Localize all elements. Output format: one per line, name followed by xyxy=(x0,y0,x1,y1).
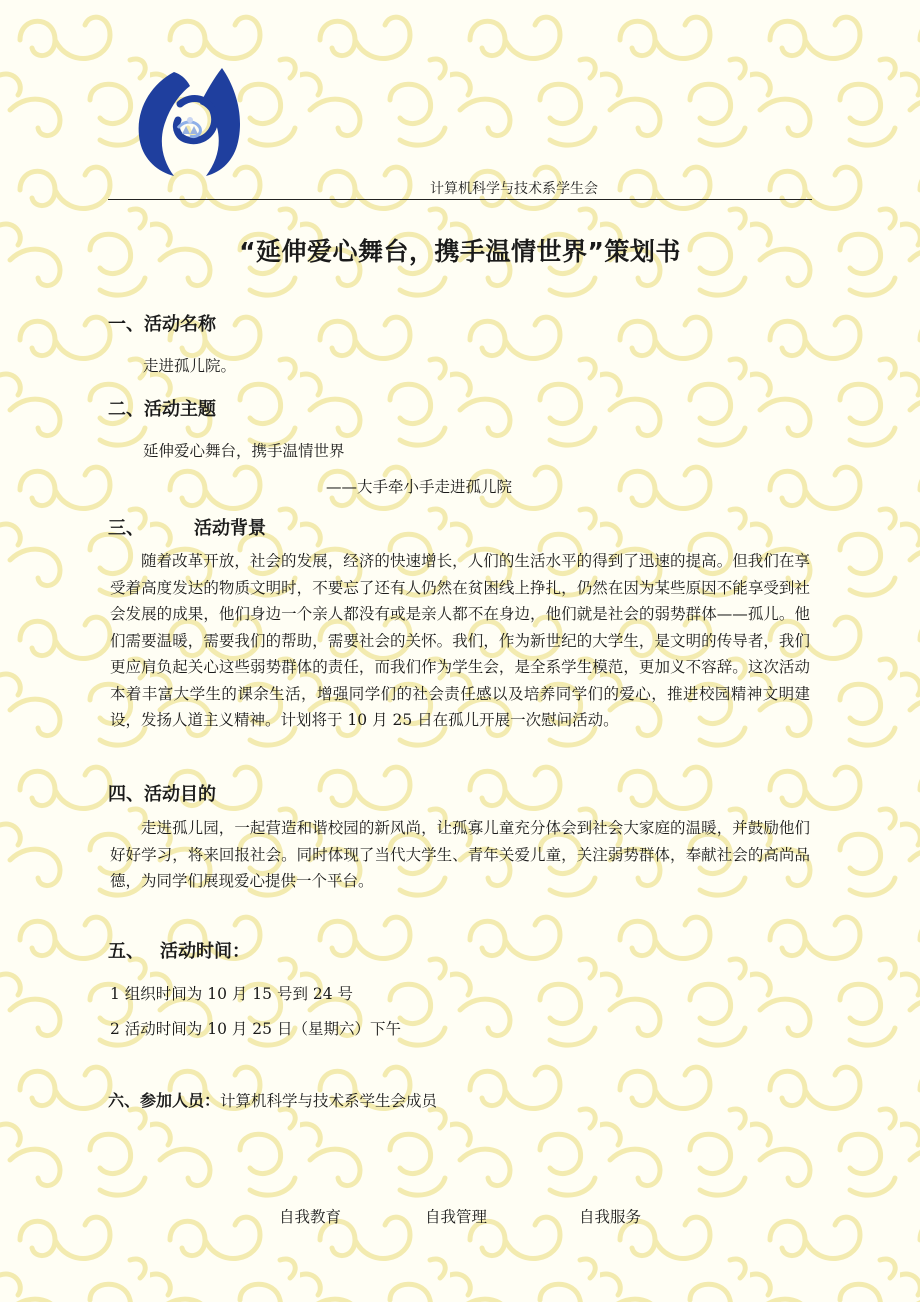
document-title: “延伸爱心舞台，携手温情世界”策划书 xyxy=(239,237,681,266)
student-union-logo xyxy=(130,64,250,180)
section-subtitle-theme: ——大手牵小手走进孤儿院 xyxy=(326,478,513,496)
section-content-name: 走进孤儿院。 xyxy=(143,357,237,375)
section-heading-background xyxy=(108,514,266,540)
heading-number: 三、 xyxy=(108,518,144,539)
participants-value: 计算机科学与技术系学生会成员 xyxy=(220,1092,438,1110)
heading-text: 活动时间： xyxy=(160,941,250,962)
footer-motto: 自我管理 xyxy=(425,1208,488,1226)
section-content-purpose: 走进孤儿园，一起营造和谐校园的新风尚，让孤寡儿童充分体会到社会大家庭的温暖，并鼓励他们好好学习，将来回报社会。同时体现了当代大学生、青年关爱儿童，关注弱势群体，奉献社会的高尚品德，为同学们展现爱心提供一个平台。 xyxy=(110,819,810,890)
footer-motto: 自我教育 xyxy=(279,1208,342,1226)
section-heading-time xyxy=(108,937,250,963)
organization-name: 计算机科学与技术系学生会 xyxy=(430,181,598,197)
section-content-theme: 延伸爱心舞台，携手温情世界 xyxy=(143,442,345,460)
time-item: 1 组织时间为 10 月 15 号到 24 号 xyxy=(110,985,354,1003)
heading-text: 活动背景 xyxy=(194,518,266,539)
participants-row xyxy=(108,1088,437,1111)
participants-label: 六、参加人员： xyxy=(108,1091,221,1110)
section-heading-purpose: 四、活动目的 xyxy=(108,784,216,805)
footer-motto: 自我服务 xyxy=(579,1208,642,1226)
header-divider xyxy=(108,199,812,200)
section-content-background: 随着改革开放，社会的发展，经济的快速增长，人们的生活水平的得到了迅速的提高。但我们在享受着高度发达的物质文明时，不要忘了还有人仍然在贫困线上挣扎，仍然在因为某些原因不能享受到社会发展的成果，他们身边一个亲人都没有或是亲人都不在身边，他们就是社会的弱势群体——孤儿。他们需要温暖，需要我们的帮助，需要社会的关怀。我们，作为新世纪的大学生，是文明的传导者，我们更应肩负起关心这些弱势群体的责任，而我们作为学生会，是全系学生模范，更加义不容辞。这次活动本着丰富大学生的课余生活，增强同学们的社会责任感以及培养同学们的爱心，推进校园精神文明建设，发扬人道主义精神。计划将于 10 月 25 日在孤儿开展一次慰问活动。 xyxy=(110,552,810,729)
section-heading-name: 一、活动名称 xyxy=(108,314,216,335)
heading-number: 五、 xyxy=(108,941,144,962)
time-item: 2 活动时间为 10 月 25 日（星期六）下午 xyxy=(110,1020,401,1038)
section-heading-theme: 二、活动主题 xyxy=(108,399,216,420)
